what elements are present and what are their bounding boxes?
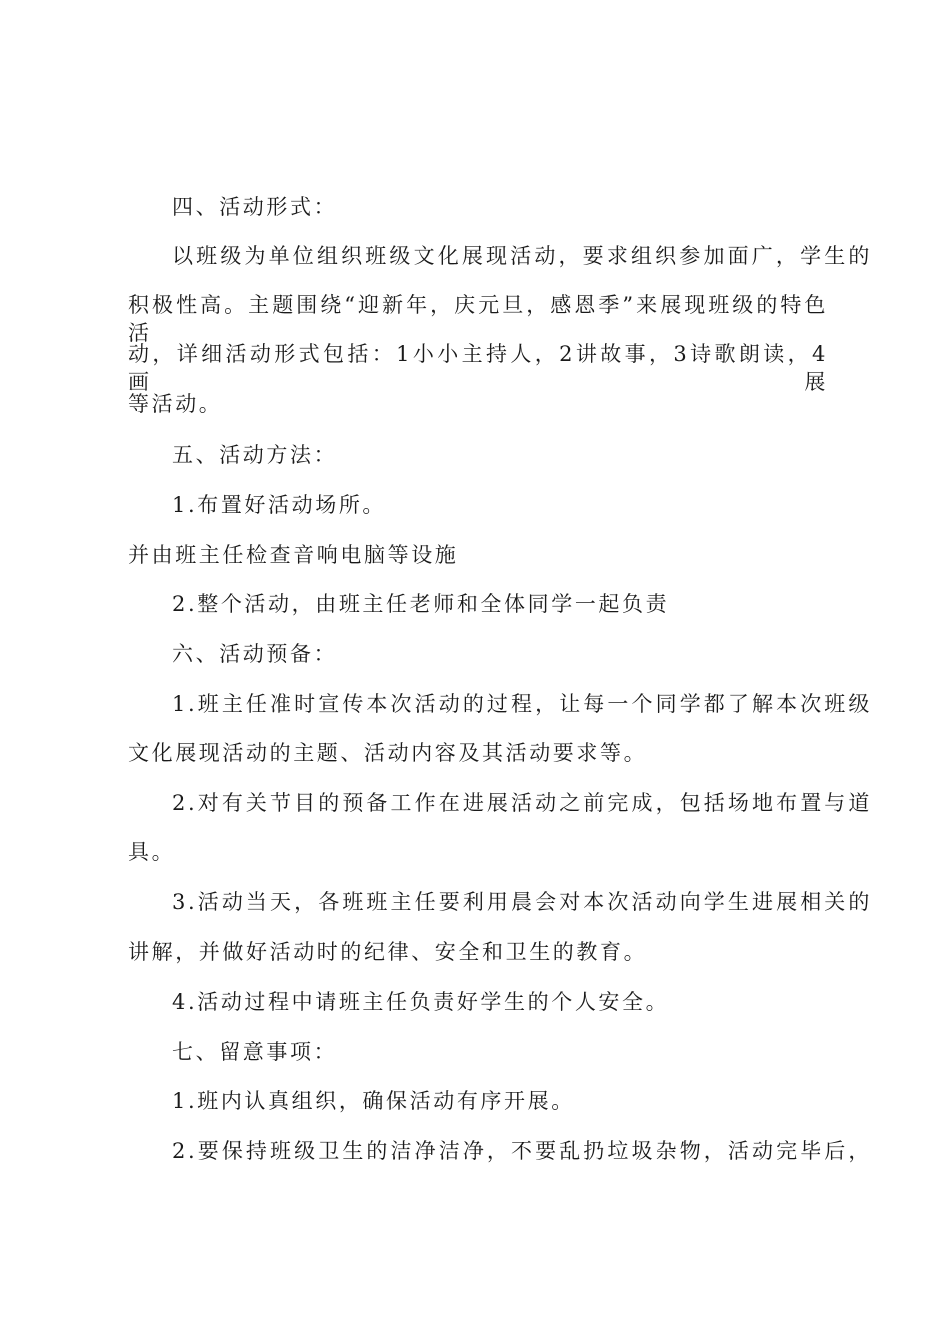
paragraph-line: 积极性高。主题围绕“迎新年，庆元旦，感恩季”来展现班级的特色活 — [128, 293, 828, 345]
heading-activity-preparation: 六、活动预备： — [172, 642, 338, 666]
heading-activity-method: 五、活动方法： — [172, 443, 338, 467]
heading-notes: 七、留意事项： — [172, 1040, 338, 1064]
paragraph-line: 等活动。 — [128, 392, 223, 416]
paragraph-line: 以班级为单位组织班级文化展现活动，要求组织参加面广，学生的 — [172, 244, 872, 268]
paragraph-line: 3.活动当天，各班班主任要利用晨会对本次活动向学生进展相关的 — [172, 890, 872, 914]
heading-activity-form: 四、活动形式： — [172, 195, 338, 219]
paragraph-line: 动，详细活动形式包括：1小小主持人，2讲故事，3诗歌朗读，4画展 — [128, 342, 828, 394]
paragraph-line: 2.要保持班级卫生的洁净洁净，不要乱扔垃圾杂物，活动完毕后， — [172, 1139, 872, 1163]
paragraph-line: 2.对有关节目的预备工作在进展活动之前完成，包括场地布置与道 — [172, 791, 872, 815]
paragraph-line: 文化展现活动的主题、活动内容及其活动要求等。 — [128, 741, 648, 765]
paragraph-line: 讲解，并做好活动时的纪律、安全和卫生的教育。 — [128, 940, 648, 964]
paragraph-line: 1.布置好活动场所。 — [172, 493, 387, 517]
paragraph-line: 并由班主任检查音响电脑等设施 — [128, 543, 459, 567]
paragraph-line: 具。 — [128, 840, 176, 864]
paragraph-line: 4.活动过程中请班主任负责好学生的个人安全。 — [172, 990, 670, 1014]
paragraph-line: 1.班内认真组织，确保活动有序开展。 — [172, 1089, 575, 1113]
paragraph-line: 1.班主任准时宣传本次活动的过程，让每一个同学都了解本次班级 — [172, 692, 872, 716]
paragraph-line: 2.整个活动，由班主任老师和全体同学一起负责 — [172, 592, 670, 616]
